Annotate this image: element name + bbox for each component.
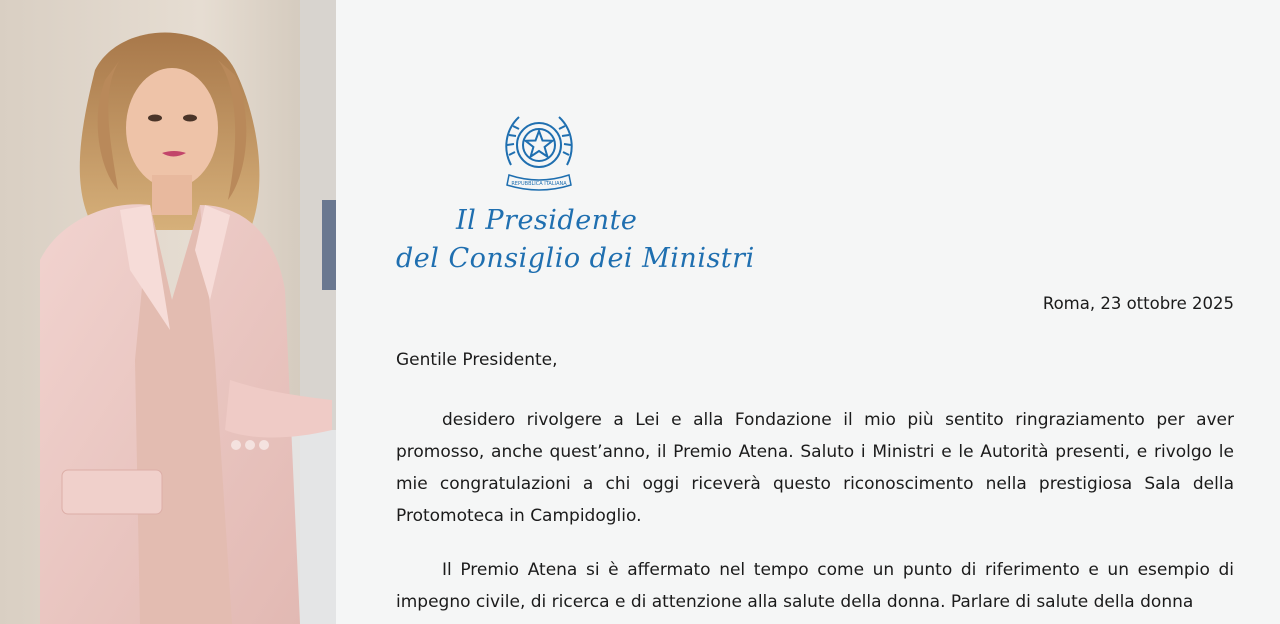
letter-page <box>336 0 1280 624</box>
letter-salutation: Gentile Presidente, <box>396 350 558 370</box>
letter-paragraph-2: Il Premio Atena si è affermato nel tempo come un punto di riferimento e un esempio di impegno civile, di ricerca e di attenzione alla salute della donna. Parlare di salute della donna <box>396 560 1234 612</box>
letterhead-line-2: del Consiglio dei Ministri <box>396 243 755 274</box>
emblem-of-italy-icon <box>501 105 577 191</box>
letter-paragraph-1: desidero rivolgere a Lei e alla Fondazione il mio più sentito ringraziamento per aver promosso, anche quest’anno, il Premio Atena. Saluto i Ministri e le Autorità presenti, e rivolgo le mie congratulazioni a chi oggi riceverà questo riconoscimento nella prestigiosa Sala della Protomoteca in Campidoglio. <box>396 410 1234 526</box>
portrait-photo <box>0 0 336 624</box>
letter-date: Roma, 23 ottobre 2025 <box>1042 294 1234 313</box>
letterhead-line-1: Il Presidente <box>456 205 638 236</box>
svg-text:REPUBBLICA ITALIANA: REPUBBLICA ITALIANA <box>511 181 567 187</box>
